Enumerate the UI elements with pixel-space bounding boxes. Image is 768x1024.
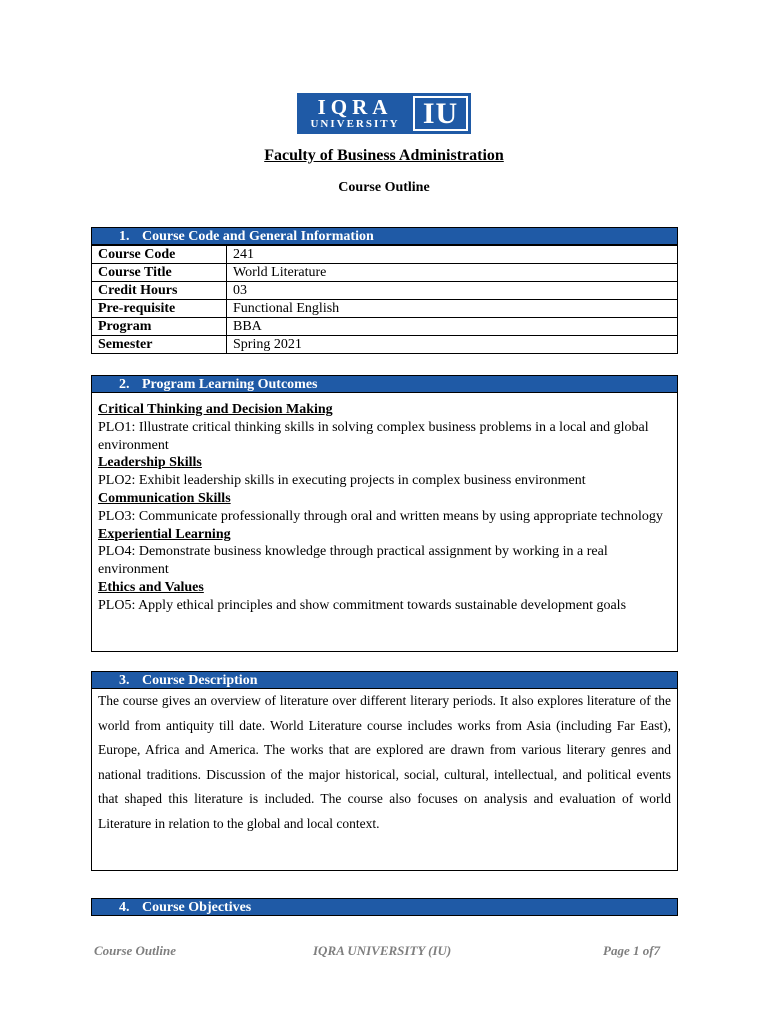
table-row — [92, 318, 678, 336]
row-value: Spring 2021 — [227, 336, 678, 354]
table-row — [92, 264, 678, 282]
plo-list — [91, 393, 678, 652]
plo-text: PLO3: Communicate professionally through oral and written means by using appropriate technology — [98, 508, 663, 524]
plo-heading: Ethics and Values — [98, 579, 204, 595]
section-course-description — [91, 671, 678, 871]
course-description-text: The course gives an overview of literature over different literary periods. It also explores literature of the world from antiquity till date. World Literature course includes works from Asia (including Far East), Europe, Africa and America. The works that are explored are drawn from various literary genres and national traditions. Discussion of the major historical, social, cultural, intellectual, and political events that shaped this literature is included. The course also focuses on analysis and evaluation of world Literature in relation to the global and local context. — [91, 689, 678, 871]
logo-line-iqra: IQRA — [317, 94, 393, 119]
section-number: 4. — [119, 900, 130, 915]
plo-text: PLO4: Demonstrate business knowledge through practical assignment by working in a real environment — [98, 544, 608, 578]
section-title: Course Objectives — [142, 900, 252, 915]
plo-heading: Critical Thinking and Decision Making — [98, 402, 333, 417]
list-item — [98, 579, 671, 615]
row-value: BBA — [227, 318, 678, 336]
document-title: Course Outline — [338, 180, 430, 195]
page-label: Page — [603, 943, 630, 958]
list-item — [98, 490, 671, 526]
list-item — [98, 526, 671, 579]
university-logo — [297, 93, 471, 134]
row-value: 241 — [227, 246, 678, 264]
logo-line-university: UNIVERSITY — [310, 117, 400, 130]
page-current: 1 — [632, 943, 640, 958]
row-label: Semester — [92, 336, 227, 354]
plo-heading: Experiential Learning — [98, 526, 231, 542]
section-title: Course Code and General Information — [142, 229, 374, 244]
row-label: Pre-requisite — [92, 300, 227, 318]
table-row — [92, 246, 678, 264]
footer-document-name: Course Outline — [94, 943, 176, 958]
row-value: 03 — [227, 282, 678, 300]
logo-iu-mark: IU — [413, 96, 468, 131]
plo-heading: Leadership Skills — [98, 455, 202, 471]
table-row — [92, 282, 678, 300]
footer-page-number — [603, 943, 660, 959]
table-row — [92, 336, 678, 354]
page-of-label: of — [642, 943, 654, 958]
course-info-table — [91, 245, 678, 354]
plo-text: PLO5: Apply ethical principles and show commitment towards sustainable development goals — [98, 597, 627, 613]
row-value: World Literature — [227, 264, 678, 282]
page-total: 7 — [653, 943, 661, 958]
row-label: Course Code — [92, 246, 227, 264]
section-number: 1. — [119, 229, 130, 244]
logo-wordmark — [297, 93, 413, 134]
table-row — [92, 300, 678, 318]
section-header — [91, 671, 678, 689]
row-value: Functional English — [227, 300, 678, 318]
list-item — [98, 454, 671, 490]
faculty-title: Faculty of Business Administration — [264, 147, 504, 164]
row-label: Course Title — [92, 264, 227, 282]
plo-text: PLO1: Illustrate critical thinking skills in solving complex business problems in a local and global environment — [98, 419, 649, 453]
list-item — [98, 401, 671, 454]
section-number: 3. — [119, 673, 130, 688]
row-label: Credit Hours — [92, 282, 227, 300]
section-title: Course Description — [142, 673, 258, 688]
section-program-learning-outcomes — [91, 375, 678, 652]
section-header — [91, 898, 678, 916]
plo-text: PLO2: Exhibit leadership skills in executing projects in complex business environment — [98, 473, 586, 489]
plo-heading: Communication Skills — [98, 490, 231, 506]
section-title: Program Learning Outcomes — [142, 377, 318, 392]
section-number: 2. — [119, 377, 130, 392]
footer-university-name: IQRA UNIVERSITY (IU) — [313, 943, 452, 958]
section-header — [91, 375, 678, 393]
section-header — [91, 227, 678, 245]
section-course-objectives — [91, 898, 678, 916]
row-label: Program — [92, 318, 227, 336]
section-general-information — [91, 227, 678, 354]
